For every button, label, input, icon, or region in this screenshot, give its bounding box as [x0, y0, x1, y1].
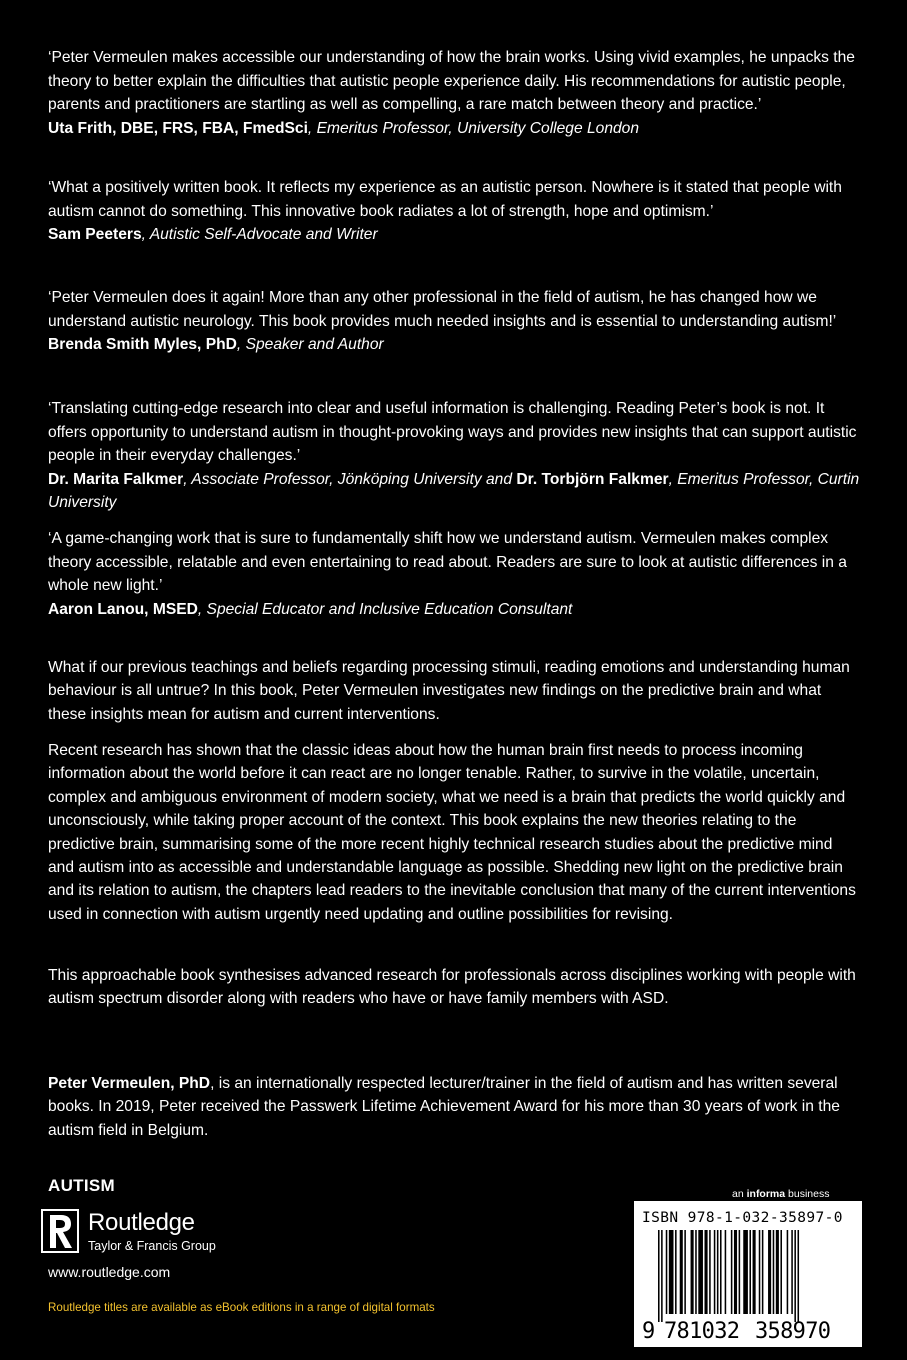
informa-business-label: [732, 1188, 829, 1200]
reviewer-name: Dr. Marita Falkmer: [48, 470, 184, 488]
barcode-bar: [669, 1230, 674, 1314]
author-name: Peter Vermeulen, PhD: [48, 1075, 211, 1092]
reviewer-name: Uta Frith, DBE, FRS, FBA, FmedSci: [48, 119, 308, 137]
barcode-bar: [731, 1230, 733, 1314]
barcode-bar: [776, 1230, 779, 1314]
review-2: [48, 176, 860, 247]
barcode-bar: [695, 1230, 697, 1314]
barcode-digits-left: 781032: [664, 1319, 740, 1342]
barcode-graphic: [640, 1230, 856, 1342]
barcode-bar: [780, 1230, 782, 1314]
publisher-group: Taylor & Francis Group: [88, 1239, 216, 1253]
review-text: ‘What a positively written book. It reflects my experience as an autistic person. Nowhere is it stated that people with autism cannot do something. This innovative book radiates a lot of strength, hope and optimism.’: [48, 179, 842, 220]
isbn-barcode: [634, 1201, 862, 1347]
reviewer-name-2: Dr. Torbjörn Falkmer: [516, 470, 669, 488]
reviewer-role: , Special Educator and Inclusive Education Consultant: [197, 600, 573, 618]
reviewer-name: Aaron Lanou, MSED: [48, 600, 198, 618]
barcode-digit-first: 9: [642, 1319, 656, 1342]
barcode-bar: [725, 1230, 727, 1314]
description-paragraph-1: What if our previous teachings and beliefs regarding processing stimuli, reading emotions and understanding human behaviour is all untrue? In this book, Peter Vermeulen investigates new findings on the predictive brain and what these insights mean for autism and current interventions.: [48, 659, 850, 723]
review-text: ‘Translating cutting-edge research into clear and useful information is challenging. Reading Peter’s book is not. It offers opportunity to understand autism in thought-provoking ways and provides new insights that can support autistic people in their everyday challenges.’: [48, 400, 857, 465]
barcode-bar: [753, 1230, 756, 1314]
barcode-bar: [768, 1230, 771, 1314]
informa-suffix: business: [785, 1188, 830, 1200]
barcode-bar: [798, 1230, 800, 1322]
review-3: [48, 286, 860, 357]
barcode-bar: [680, 1230, 683, 1314]
barcode-bar: [759, 1230, 761, 1314]
barcode-bar: [717, 1230, 719, 1314]
barcode-bar: [714, 1230, 716, 1314]
barcode-bar: [720, 1230, 722, 1314]
barcode-bar: [684, 1230, 686, 1314]
review-attribution: [48, 468, 860, 515]
review-attribution: [48, 598, 860, 622]
description-paragraph-3: This approachable book synthesises advanced research for professionals across disciplines working with people with autism spectrum disorder along with readers who have or have family members with ASD.: [48, 967, 856, 1008]
reviewer-role: , Associate Professor, Jönköping University and: [183, 470, 517, 488]
barcode-bar: [749, 1230, 751, 1314]
review-text: ‘Peter Vermeulen does it again! More than any other professional in the field of autism, he has changed how we understand autistic neurology. This book provides much needed insights and is essential to understanding autism!’: [48, 289, 837, 330]
review-attribution: [48, 223, 860, 247]
reviewer-role: , Emeritus Professor, University College London: [307, 119, 640, 137]
barcode-bar: [787, 1230, 789, 1314]
ebook-note: Routledge titles are available as eBook editions in a range of digital formats: [48, 1301, 435, 1314]
barcode-bar: [709, 1230, 711, 1314]
subject-category: AUTISM: [48, 1176, 115, 1195]
barcode-bar: [666, 1230, 668, 1314]
barcode-digits-right: 358970: [755, 1319, 831, 1342]
barcode-bar: [743, 1230, 748, 1314]
barcode-bars: [658, 1230, 799, 1322]
review-1: [48, 46, 860, 140]
publisher-name: Routledge: [88, 1209, 195, 1236]
publisher-logo: [40, 1206, 250, 1258]
review-text: ‘Peter Vermeulen makes accessible our understanding of how the brain works. Using vivid examples, he unpacks the theory to better explain the difficulties that autistic people experience daily. His recommendations for autistic people, parents and practitioners are startling as well as compelling, a rare match between theory and practice.’: [48, 49, 855, 114]
barcode-bar: [762, 1230, 764, 1314]
barcode-bar: [675, 1230, 677, 1314]
barcode-bar: [739, 1230, 741, 1314]
barcode-bar: [734, 1230, 737, 1314]
author-bio: [48, 1072, 860, 1142]
review-text: ‘A game-changing work that is sure to fundamentally shift how we understand autism. Vermeulen makes complex theory accessible, relatable and even entertaining to read about. Readers are sure to look at autistic differences in a whole new light.’: [48, 530, 847, 595]
description-paragraph-2: Recent research has shown that the classic ideas about how the human brain first needs to process incoming information about the world before it can react are no longer tenable. Rather, to survive in the volatile, uncertain, complex and ambiguous environment of modern society, what we need is a brain that predicts the world quickly and unconsciously, while taking proper account of the context. This book explains the new theories relating to the predictive brain, summarising some of the more recent highly technical research studies about the predictive mind and autism into as accessible and understandable language as possible. Shedding new light on the predictive brain and its relation to autism, the chapters lead readers to the inevitable conclusion that many of the current interventions used in connection with autism urgently need updating and outline possibilities for revising.: [48, 742, 856, 923]
review-attribution: [48, 117, 860, 141]
reviewer-role: , Speaker and Author: [236, 336, 384, 354]
barcode-bar: [658, 1230, 660, 1322]
isbn-label: ISBN 978-1-032-35897-0: [642, 1210, 843, 1226]
informa-brand: informa: [746, 1188, 786, 1200]
barcode-bar: [773, 1230, 775, 1314]
barcode-bar: [698, 1230, 703, 1314]
author-bio-text: , is an internationally respected lecturer/trainer in the field of autism and has written several books. In 2019, Peter received the Passwerk Lifetime Achievement Award for his more than 30 years of work in the autism field in Belgium.: [48, 1075, 840, 1139]
reviewer-role-2: , Emeritus Professor, Curtin University: [48, 470, 860, 512]
informa-prefix: an: [732, 1188, 747, 1200]
review-4: [48, 397, 860, 515]
barcode-bar: [705, 1230, 708, 1314]
review-attribution: [48, 333, 860, 357]
routledge-logo-icon: [40, 1206, 80, 1256]
reviewer-name: Sam Peeters: [48, 226, 142, 244]
publisher-website[interactable]: www.routledge.com: [48, 1264, 171, 1280]
reviewer-name: Brenda Smith Myles, PhD: [48, 336, 237, 354]
barcode-bar: [791, 1230, 793, 1314]
barcode-bar: [691, 1230, 694, 1314]
barcode-bar: [794, 1230, 796, 1322]
reviewer-role: , Autistic Self-Advocate and Writer: [141, 226, 378, 244]
review-5: [48, 527, 860, 621]
barcode-bar: [661, 1230, 663, 1322]
